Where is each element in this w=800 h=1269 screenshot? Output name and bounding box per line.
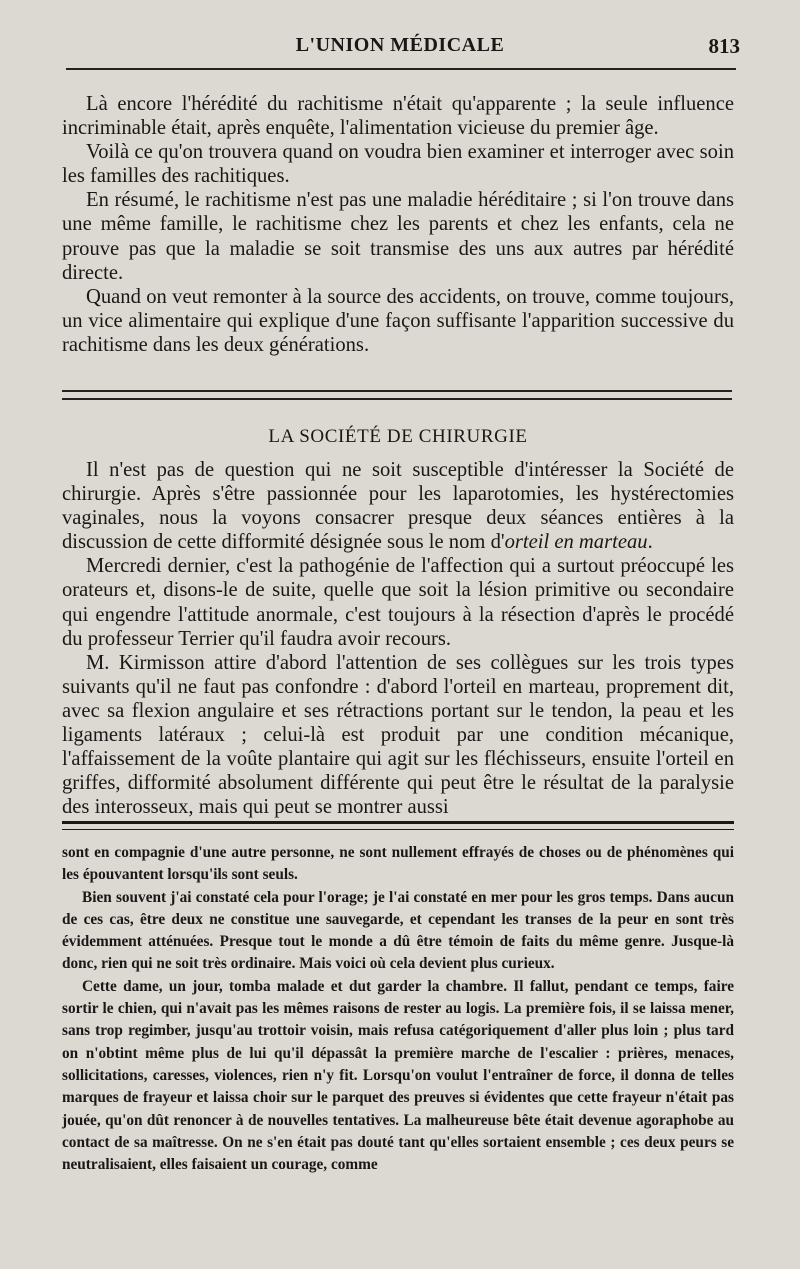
paragraph: M. Kirmisson attire d'abord l'attention de ses collègues sur les trois types suivants qu'il ne faut pas confondre : d'abord l'orteil en marteau, proprement dit, avec sa flexion angulaire et ses rétractions portant sur le tendon, la peau et les ligaments latéraux ; celui-là est produit par une condition mécanique, l'affaissement de la voûte plantaire qui agit sur les fléchisseurs, ensuite l'orteil en griffes, difformité absolument différente qui peut être le résultat de la paralysie des interosseux, mais qui peut se montrer aussi — [62, 651, 734, 819]
running-title: L'UNION MÉDICALE — [295, 34, 505, 56]
societe-chirurgie-article — [62, 458, 734, 819]
paragraph-end: . — [647, 531, 653, 554]
page-header — [60, 34, 740, 64]
paragraph: sont en compagnie d'une autre personne, ne sont nullement effrayés de choses ou de phénomènes qui les épouvantent lorsqu'ils sont seuls. — [62, 844, 734, 884]
paragraph — [62, 458, 734, 554]
header-rule — [66, 68, 736, 70]
section-separator — [62, 390, 732, 400]
paragraph: Cette dame, un jour, tomba malade et dut garder la chambre. Il fallut, pendant ce temps, faire sortir le chien, qui n'avait pas les mêmes raisons de rester au logis. La première fois, il se laissa mener, sans trop regimber, jusqu'au trottoir voisin, mais refusa catégoriquement d'aller plus loin ; plus tard on n'obtint même plus de lui qu'il dépassât la première marche de l'escalier : prières, menaces, sollicitations, caresses, violences, rien n'y fit. Lorsqu'on voulut l'entraîner de force, il donna de telles marques de frayeur et laissa choir sur le parquet des preuves si évidentes que cette frayeur n'était pas jouée, qu'on dût renoncer à de nouvelles tentatives. La malheureuse bête était devenue agoraphobe au contact de sa maîtresse. On ne s'en était pas douté tant qu'elles sortaient ensemble ; ces deux peurs se neutralisaient, elles faisaient un courage, comme — [62, 977, 734, 1174]
rachitisme-article-end — [62, 92, 734, 357]
section-title: LA SOCIÉTÉ DE CHIRURGIE — [268, 426, 528, 447]
paragraph: Là encore l'hérédité du rachitisme n'était qu'apparente ; la seule influence incriminable était, après enquête, l'alimentation vicieuse du premier âge. — [62, 93, 734, 140]
paragraph: Quand on veut remonter à la source des accidents, on trouve, comme toujours, un vice alimentaire qui explique d'une façon suffisante l'apparition successive du rachitisme dans les deux générations. — [62, 285, 734, 356]
paragraph: Bien souvent j'ai constaté cela pour l'orage; je l'ai constaté en mer pour les gros temps. Dans aucun de ces cas, être deux ne constitue une sauvegarde, et cependant les transes de la peur en sont très évidemment atténuées. Presque tout le monde a dû être témoin de faits du même genre. Jusque-là donc, rien qui ne soit très ordinaire. Mais voici où cela devient plus curieux. — [62, 888, 734, 973]
page-number: 813 — [708, 34, 740, 58]
feuilleton-text — [62, 842, 734, 1176]
italic-term: orteil en marteau — [504, 531, 648, 554]
paragraph-text: Il n'est pas de question qui ne soit susceptible d'intéresser la Société de chirurgie. Après s'être passionnée pour les laparotomies, les hystérectomies vaginales, nous la voyons consacrer presque deux séances entières à la discussion de cette difformité désignée sous le nom d' — [62, 459, 734, 554]
feuilleton-separator — [62, 821, 734, 830]
paragraph: En résumé, le rachitisme n'est pas une maladie héréditaire ; si l'on trouve dans une même famille, le rachitisme chez les parents et chez les enfants, cela ne prouve pas que la maladie se soit transmise des uns aux autres par hérédité directe. — [62, 189, 734, 284]
paragraph: Voilà ce qu'on trouvera quand on voudra bien examiner et interroger avec soin les familles des rachitiques. — [62, 141, 734, 188]
paragraph: Mercredi dernier, c'est la pathogénie de l'affection qui a surtout préoccupé les orateurs et, disons-le de suite, quelle que soit la lésion primitive ou secondaire qui engendre l'attitude anormale, c'est toujours à la résection d'après le procédé du professeur Terrier qu'il faudra avoir recours. — [62, 555, 734, 650]
